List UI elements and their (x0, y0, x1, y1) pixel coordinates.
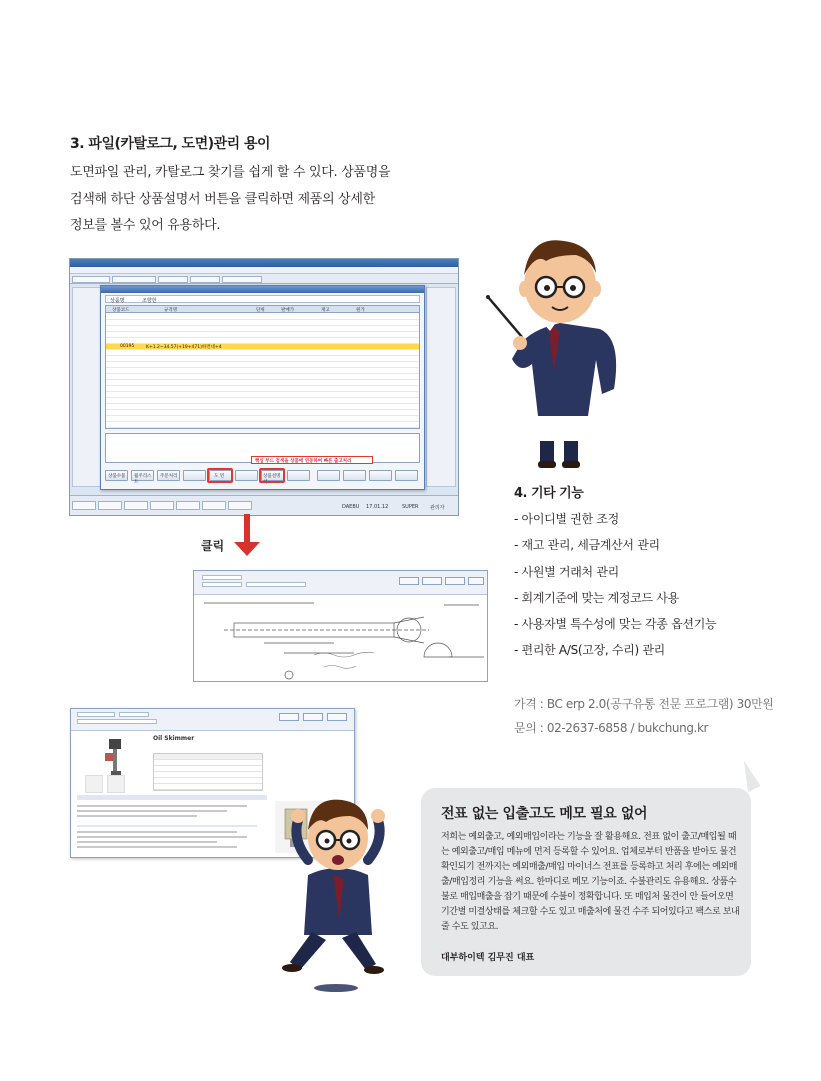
manual-highlight (259, 468, 285, 483)
catalog-toolbar (71, 709, 354, 731)
product-search-bar (105, 295, 420, 303)
search-input: 조향헌 (142, 298, 157, 304)
note-line (77, 846, 237, 848)
section3-line-2: 검색해 하단 상품설명서 버튼을 클릭하면 제품의 상세한 (70, 192, 375, 207)
monthly-list-button[interactable]: 월주리스트 (131, 470, 154, 481)
catalog-notes (77, 801, 267, 853)
grid-header-cell: 판매가 (281, 308, 295, 313)
status-cell (176, 501, 200, 510)
thumbnail (85, 775, 103, 793)
grid-header (106, 306, 419, 313)
catalog-field (119, 712, 149, 717)
testimonial-signature: 대부하이텍 김무진 대표 (441, 953, 535, 963)
feature-item: - 사원별 거래처 관리 (514, 565, 619, 579)
misc-button[interactable] (235, 470, 258, 481)
section4-title: 4. 기타 기능 (514, 486, 584, 501)
viewer-toolbar (194, 571, 487, 595)
note-line (77, 825, 257, 827)
click-label: 클릭 (201, 539, 225, 553)
drawing-highlight (207, 468, 233, 483)
thumbnail (107, 775, 125, 793)
selected-code: 00195 (120, 344, 135, 349)
drawing-button[interactable]: 도 면 (209, 470, 232, 481)
down-arrow-head-icon (234, 542, 260, 556)
status-bar (70, 495, 458, 515)
grid-header-cell: 상품코드 (112, 308, 130, 313)
section3-line-1: 도면파일 관리, 카탈로그 찾기를 쉽게 할 수 있다. 상품명을 (70, 165, 391, 180)
presenter-character-illustration (480, 225, 620, 470)
contact-text: 문의 : 02-2637-6858 / bukchung.kr (514, 721, 709, 735)
hint-text: 핵심 부드 검색을 상품에 연동하여 빠른 출고처리 (255, 459, 352, 464)
search-label: 상품명 (110, 298, 125, 304)
viewer-field (246, 582, 306, 587)
catalog-product-title: Oil Skimmer (153, 735, 195, 742)
oil-skimmer-image (95, 737, 135, 777)
section3-title: 3. 파일(카탈로그, 도면)관리 용이 (70, 136, 271, 152)
note-line (77, 836, 247, 838)
menu-bar (70, 267, 458, 274)
catalog-button[interactable] (303, 713, 323, 721)
grid-header-cell: 단위 (256, 308, 265, 313)
viewer-field (202, 582, 242, 587)
jumping-character-illustration (278, 780, 398, 995)
feature-item: - 회계기준에 맞는 계정코드 사용 (514, 591, 679, 605)
viewer-field (202, 575, 242, 580)
viewer-button[interactable] (445, 577, 465, 585)
note-line (77, 805, 247, 807)
status-cell (72, 501, 96, 510)
down-arrow-icon (244, 514, 250, 544)
status-user: 관리자 (430, 505, 445, 511)
query-button[interactable] (317, 470, 340, 481)
tab-item (222, 276, 262, 283)
catalog-field (77, 712, 115, 717)
misc-button[interactable] (287, 470, 310, 481)
table-row (106, 422, 419, 428)
grid-header-cell: 원가 (356, 308, 365, 313)
feature-item: - 편리한 A/S(고장, 수리) 관리 (514, 643, 665, 657)
print-button[interactable] (369, 470, 392, 481)
table-row (154, 784, 262, 790)
stock-history-button[interactable]: 상품수불 (105, 470, 128, 481)
price-text: 가격 : BC erp 2.0(공구유통 전문 프로그램) 30만원 (514, 697, 774, 711)
status-cell (98, 501, 122, 510)
viewer-button[interactable] (399, 577, 419, 585)
grid-header-cell: 규격명 (164, 308, 178, 313)
order-button[interactable]: 주문처리 (157, 470, 180, 481)
note-line (77, 815, 197, 817)
right-panel (426, 287, 456, 487)
bubble-tail (735, 759, 761, 792)
note-line (77, 810, 227, 812)
drawing-viewer-screenshot (193, 570, 488, 682)
status-cell (202, 501, 226, 510)
product-grid (105, 305, 420, 429)
selected-name: K+1.2~34.57(+19+471)하면대+4 (146, 345, 222, 350)
misc-button[interactable] (183, 470, 206, 481)
feature-item: - 재고 관리, 세금계산서 관리 (514, 538, 660, 552)
erp-main-screenshot (69, 258, 459, 516)
spec-table (153, 753, 263, 791)
status-date: 17.01.12 (366, 504, 389, 510)
section-bar (77, 795, 267, 800)
feature-item: - 사용자별 특수성에 맞는 각종 옵션기능 (514, 617, 717, 631)
feature-item: - 아이디별 권한 조정 (514, 512, 619, 526)
note-line (77, 831, 237, 833)
status-cell (228, 501, 252, 510)
status-cell (124, 501, 148, 510)
viewer-button[interactable] (422, 577, 442, 585)
catalog-button[interactable] (279, 713, 299, 721)
status-user-level: SUPER (402, 504, 419, 510)
tab-bar (70, 274, 458, 284)
technical-drawing (194, 595, 488, 682)
status-company: DAEBU (342, 504, 360, 510)
tab-item (112, 276, 156, 283)
catalog-field (77, 719, 157, 724)
dialog-titlebar (101, 286, 424, 293)
catalog-button[interactable] (327, 713, 347, 721)
product-manual-button[interactable]: 상품설명서 (261, 470, 284, 481)
product-search-dialog (100, 285, 425, 490)
tab-item (158, 276, 188, 283)
testimonial-body: 저희는 예외출고, 예외매입이라는 기능을 잘 활용해요. 전표 없이 출고/매입될 때는 예외출고/매입 메뉴에 먼저 등록할 수 있어요. 업체로부터 반품을 받아도 물건 확인되기 전까지는 예외매출/매입 마이너스 전표를 등록하고 처리 후에는 예외매출/매입정리 기능을 써요. 한마디로 메모 기능이죠. 수불관리도 유용해요. 상품수불로 매입매출을 잡기 때문에 수불이 정확합니다. 또 매입처 물건이 안 들어오면 기간별 미결상태를 체크할 수도 있고 매출처에 물건 수주 되어있다고 팩스로 보내줄 수도 있고요. (441, 832, 740, 932)
tab-item (190, 276, 220, 283)
grid-header-cell: 재고 (321, 308, 330, 313)
viewer-close-button[interactable] (468, 577, 484, 585)
tab-item (72, 276, 110, 283)
edit-button[interactable] (343, 470, 366, 481)
status-cell (150, 501, 174, 510)
testimonial-title: 전표 없는 입출고도 메모 필요 없어 (441, 806, 648, 822)
hint-callout (251, 456, 373, 464)
section3-line-3: 정보를 볼수 있어 유용하다. (70, 218, 221, 233)
window-titlebar (70, 259, 458, 267)
note-line (77, 841, 217, 843)
close-button[interactable] (395, 470, 418, 481)
